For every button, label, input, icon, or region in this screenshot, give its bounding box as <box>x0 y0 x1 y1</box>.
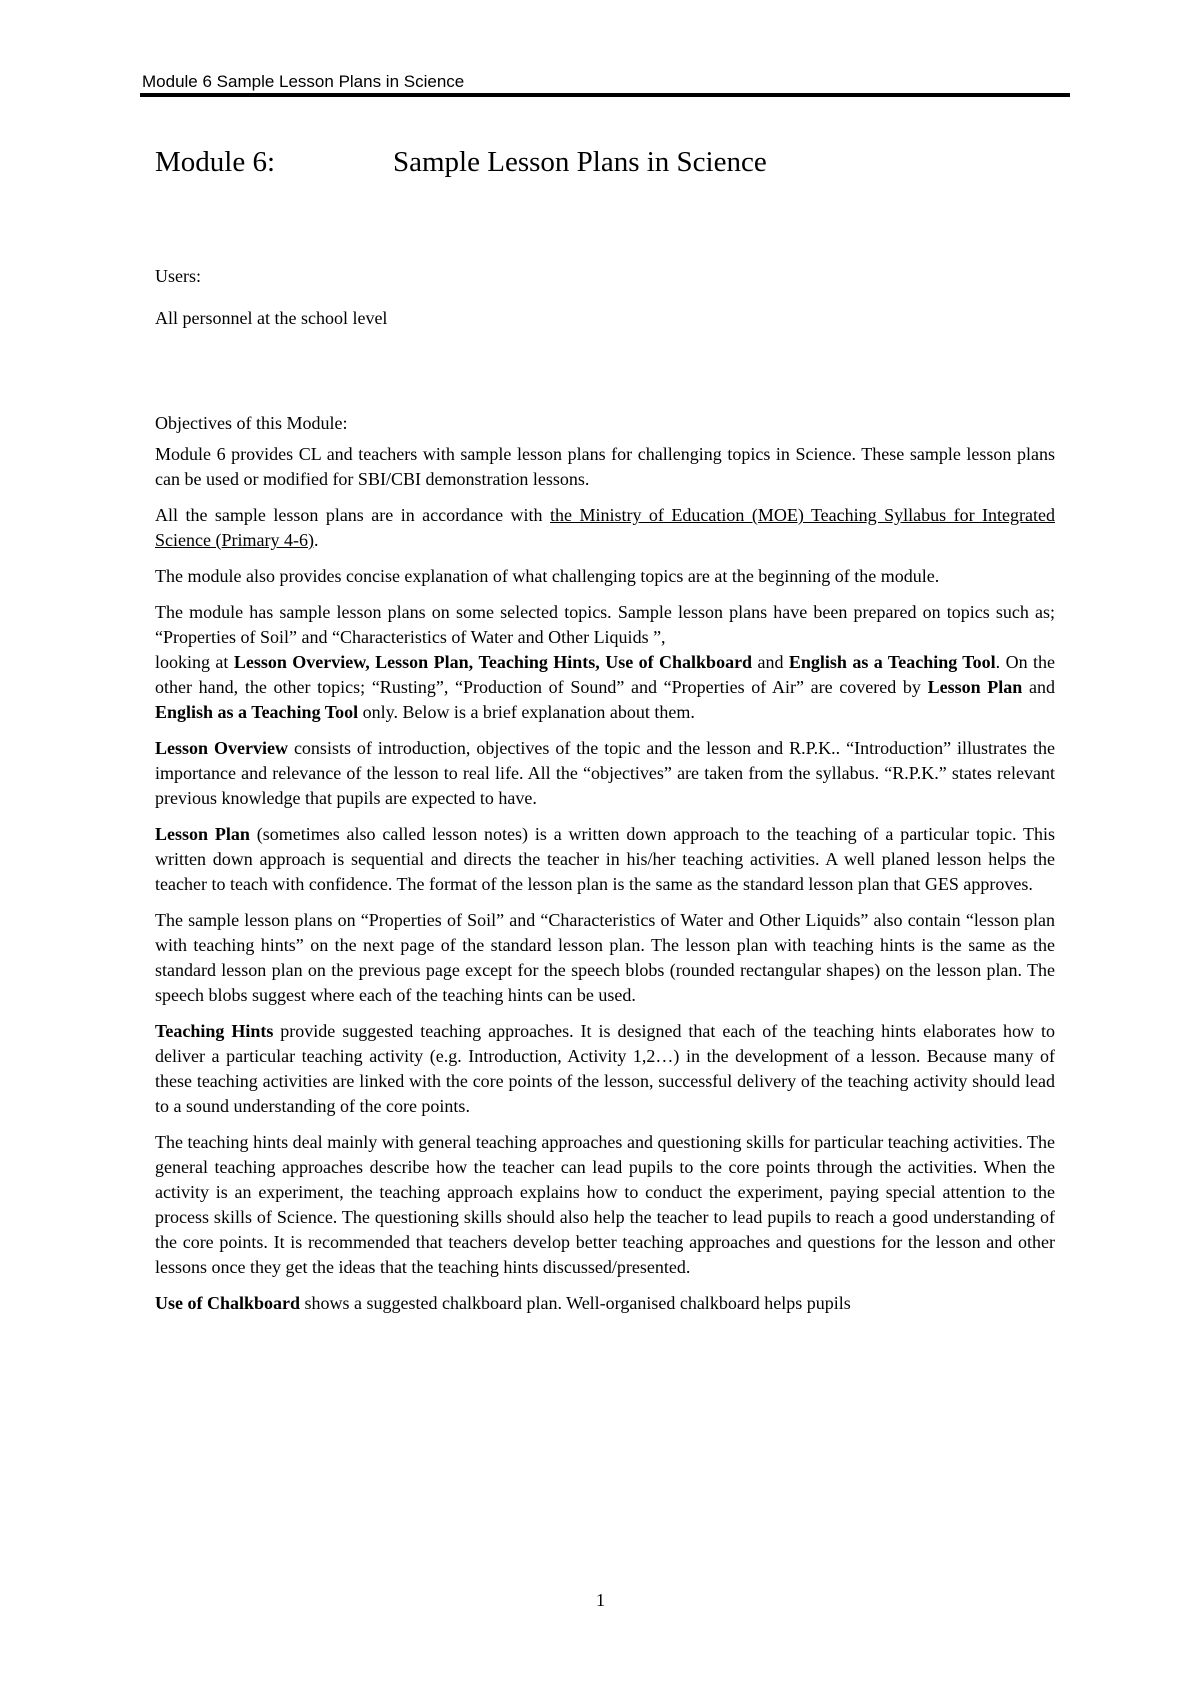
chalkboard-term: Use of Chalkboard <box>155 1293 301 1313</box>
and-text-2: and <box>1022 677 1055 697</box>
teaching-hints-term: Teaching Hints <box>155 1021 274 1041</box>
teaching-hints-paragraph <box>155 1019 1055 1119</box>
term-use-of-chalkboard: Use of Chalkboard <box>605 652 753 672</box>
lesson-overview-paragraph <box>155 736 1055 811</box>
term-lesson-overview: Lesson Overview, <box>233 652 370 672</box>
syllabus-intro-text: All the sample lesson plans are in accordance with <box>155 505 551 525</box>
syllabus-reference: the Ministry of Education (MOE) Teaching Syllabus for Integrated Science (Primary 4-6) <box>155 505 1055 550</box>
term-lesson-plan-2: Lesson Plan <box>927 677 1023 697</box>
chalkboard-paragraph <box>155 1291 1055 1316</box>
running-header: Module 6 Sample Lesson Plans in Science <box>142 72 465 91</box>
teaching-hints-text: provide suggested teaching approaches. It is designed that each of the teaching hints elaborates how to deliver a particular teaching activity (e.g. Introduction, Activity 1,2…) in the development of a lesson. Because many of these teaching activities are linked with the core points of the lesson, successful delivery of the teaching activity should lead to a sound understanding of the core points. <box>155 1021 1056 1116</box>
objectives-paragraph-3: The module also provides concise explanation of what challenging topics are at the beginning of the module. <box>155 566 940 586</box>
body-content <box>155 442 1055 1316</box>
module-name: Sample Lesson Plans in Science <box>393 146 767 178</box>
and-text-1: and <box>752 652 789 672</box>
other-topics-text: . On the other hand, the other topics; “Rusting”, “Production of Sound” and “Properties of Air” are covered by <box>155 652 1055 697</box>
topics-text: The module has sample lesson plans on some selected topics. Sample lesson plans have been prepared on topics such as; “Properties of Soil” and “Characteristics of Water and Other Liquids ”, <box>155 602 1055 647</box>
term-teaching-hints: Teaching Hints, <box>478 652 600 672</box>
lesson-plan-text: (sometimes also called lesson notes) is a written down approach to the teaching of a particular topic. This written down approach is sequential and directs the teacher in his/her teaching activities. A well planed lesson helps the teacher to teach with confidence. The format of the lesson plan is the same as the standard lesson plan that GES approves. <box>155 824 1055 894</box>
sample-plans-paragraph: The sample lesson plans on “Properties of Soil” and “Characteristics of Water and Other Liquids” also contain “lesson plan with teaching hints” on the next page of the standard lesson plan. The lesson plan with teaching hints is the same as the standard lesson plan on the previous page except for the speech blobs (rounded rectangular shapes) on the lesson plan. The speech blobs suggest where each of the teaching hints can be used. <box>155 910 1055 1005</box>
page-title <box>155 145 1055 179</box>
chalkboard-text: shows a suggested chalkboard plan. Well-organised chalkboard helps pupils <box>300 1293 851 1313</box>
objectives-paragraph-2 <box>155 503 1055 553</box>
lesson-overview-term: Lesson Overview <box>155 738 288 758</box>
lesson-plan-term: Lesson Plan <box>155 824 250 844</box>
header-rule <box>140 93 1070 97</box>
looking-at-text: looking at <box>155 652 234 672</box>
objectives-heading: Objectives of this Module: <box>155 413 348 433</box>
hints-detail-paragraph: The teaching hints deal mainly with general teaching approaches and questioning skills for particular teaching activities. The general teaching approaches describe how the teacher can lead pupils to the core points through the activities. When the activity is an experiment, the teaching approach explains how to conduct the experiment, paying special attention to the process skills of Science. The questioning skills should also help the teacher to lead pupils to reach a good understanding of the core points. It is recommended that teachers develop better teaching approaches and questions for the lesson and other lessons once they get the ideas that the teaching hints discussed/presented. <box>155 1132 1055 1277</box>
page-number: 1 <box>596 1590 605 1610</box>
syllabus-period: . <box>313 530 319 550</box>
users-text: All personnel at the school level <box>155 308 388 328</box>
term-english-teaching-tool: English as a Teaching Tool <box>788 652 996 672</box>
objectives-paragraph-4 <box>155 600 1055 725</box>
term-english-teaching-tool-2: English as a Teaching Tool <box>155 702 359 722</box>
lesson-plan-paragraph <box>155 822 1055 897</box>
lesson-overview-text: consists of introduction, objectives of the topic and the lesson and R.P.K.. “Introduction” illustrates the importance and relevance of the lesson to real life. All the “objectives” are taken from the syllabus. “R.P.K.” states relevant previous knowledge that pupils are expected to have. <box>155 738 1055 808</box>
only-text: only. Below is a brief explanation about them. <box>358 702 695 722</box>
objectives-paragraph-1: Module 6 provides CL and teachers with sample lesson plans for challenging topics in Science. These sample lesson plans can be used or modified for SBI/CBI demonstration lessons. <box>155 444 1055 489</box>
module-number: Module 6: <box>155 146 276 178</box>
users-heading: Users: <box>155 266 201 286</box>
term-lesson-plan: Lesson Plan, <box>375 652 474 672</box>
